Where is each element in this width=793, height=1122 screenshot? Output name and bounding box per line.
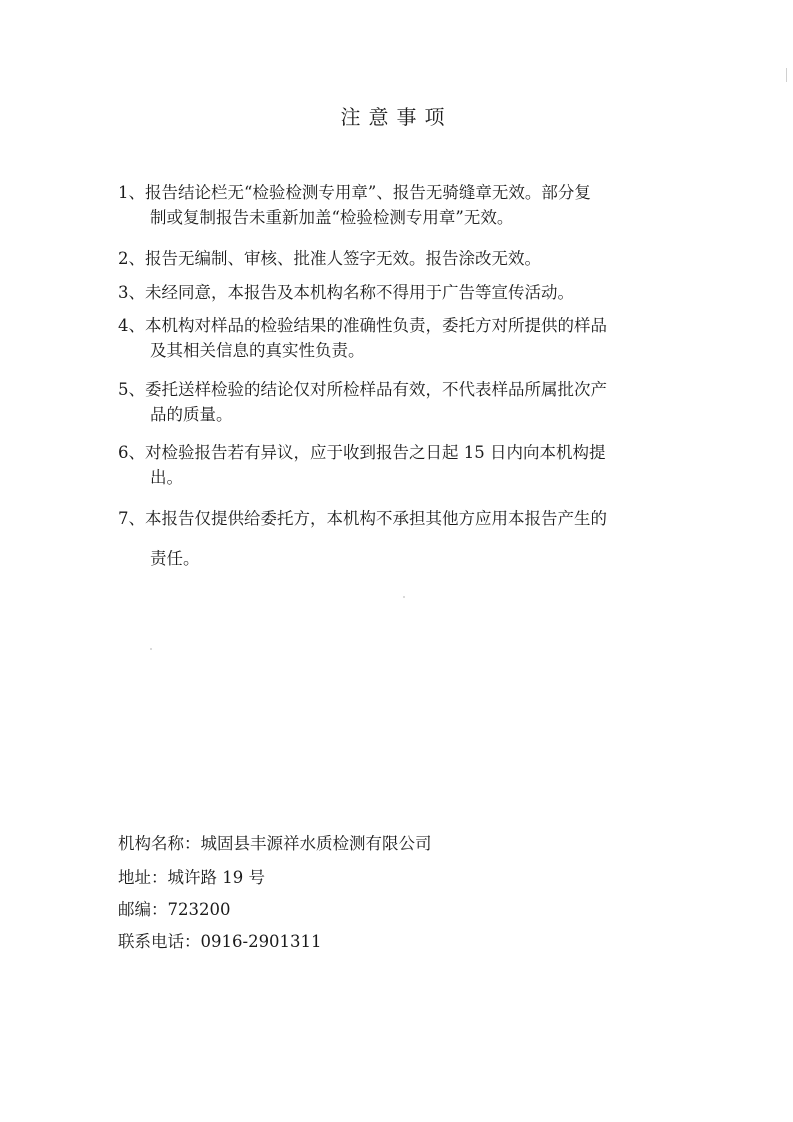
postcode: 邮编：723200 (118, 900, 231, 919)
notice-item-5 (118, 377, 698, 427)
notice-line: 3、未经同意，本报告及本机构名称不得用于广告等宣传活动。 (118, 283, 574, 302)
notice-line: 1、报告结论栏无“检验检测专用章”、报告无骑缝章无效。部分复 (118, 183, 591, 202)
notice-item-3 (118, 280, 698, 305)
scan-speck (150, 648, 152, 650)
notice-item-2 (118, 246, 698, 271)
contact-phone (118, 930, 618, 954)
notice-line: 7、本报告仅提供给委托方，本机构不承担其他方应用本报告产生的 (118, 509, 607, 528)
contact-address (118, 866, 618, 890)
phone: 联系电话：0916-2901311 (118, 932, 322, 951)
notice-line: 5、委托送样检验的结论仅对所检样品有效，不代表样品所属批次产 (118, 380, 607, 399)
address: 地址：城许路 19 号 (118, 868, 265, 887)
notice-line: 及其相关信息的真实性负责。 (150, 341, 365, 360)
notice-line: 出。 (150, 468, 183, 487)
org-name: 机构名称：城固县丰源祥水质检测有限公司 (118, 834, 432, 853)
notice-item-4 (118, 313, 698, 363)
scan-edge-mark (786, 68, 787, 82)
scan-speck (403, 596, 405, 598)
notice-item-6 (118, 440, 698, 490)
notice-item-7 (118, 506, 698, 571)
notice-line: 制或复制报告未重新加盖“检验检测专用章”无效。 (150, 208, 514, 227)
contact-org (118, 832, 618, 856)
contact-postcode (118, 898, 618, 922)
notice-line: 品的质量。 (150, 405, 233, 424)
notice-line: 2、报告无编制、审核、批准人签字无效。报告涂改无效。 (118, 249, 541, 268)
notice-line: 责任。 (150, 549, 200, 568)
notice-item-1 (118, 180, 698, 230)
page-title: 注意事项 (340, 105, 453, 129)
notice-line: 4、本机构对样品的检验结果的准确性负责，委托方对所提供的样品 (118, 316, 607, 335)
notice-line: 6、对检验报告若有异议，应于收到报告之日起 15 日内向本机构提 (118, 443, 606, 462)
